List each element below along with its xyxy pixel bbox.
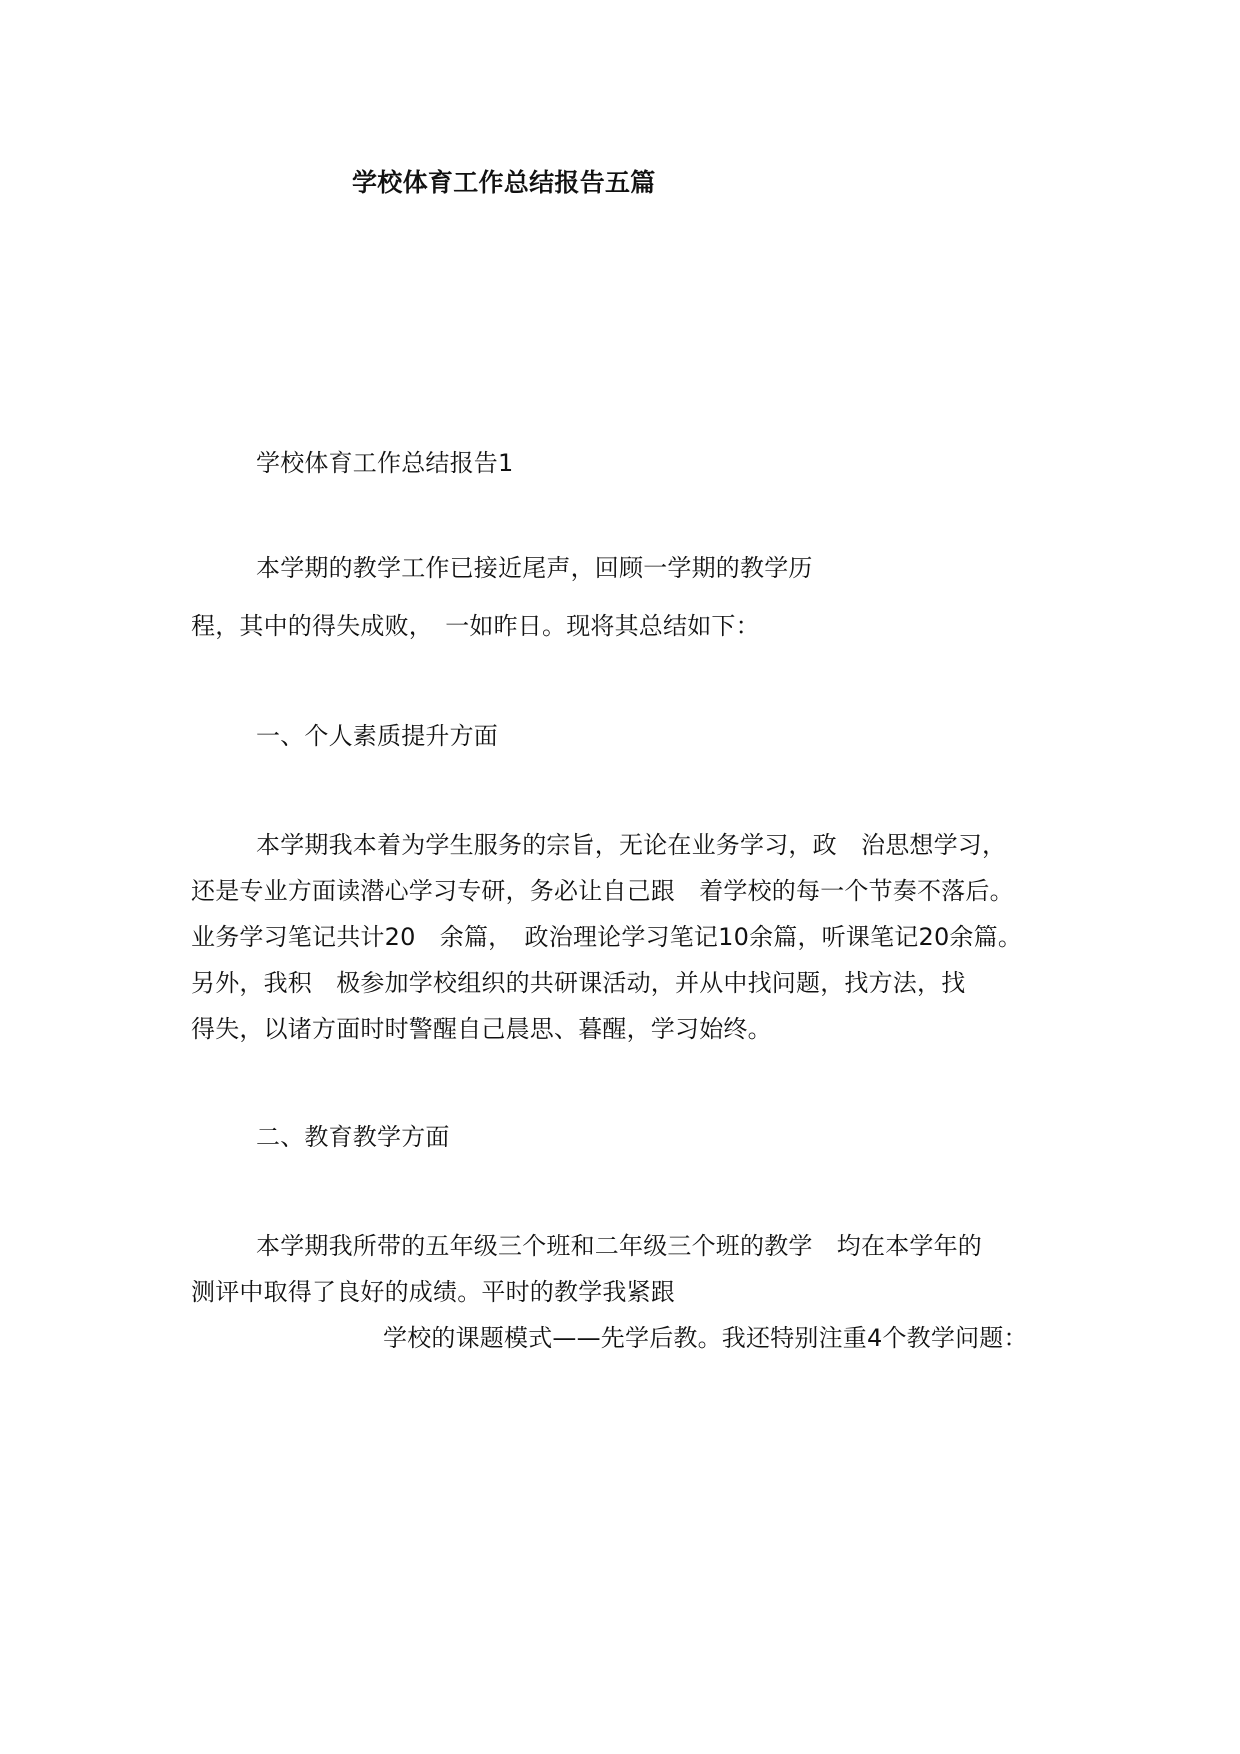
report-heading: 学校体育工作总结报告1 [256,449,514,477]
section2-line-3: 学校的课题模式——先学后教。我还特别注重4个教学问题： [383,1324,1028,1352]
section1-line-4: 另外，我积 极参加学校组织的共研课活动，并从中找问题，找方法，找 [191,969,966,997]
intro-line-1: 本学期的教学工作已接近尾声，回顾一学期的教学历 [256,554,813,582]
section2-line-1: 本学期我所带的五年级三个班和二年级三个班的教学 均在本学年的 [256,1232,982,1260]
section1-line-5: 得失，以诸方面时时警醒自己晨思、暮醒，学习始终。 [191,1015,772,1043]
section1-line-3: 业务学习笔记共计20 余篇， 政治理论学习笔记10余篇，听课笔记20余篇。 [191,923,1023,951]
document-title: 学校体育工作总结报告五篇 [352,168,656,197]
section1-heading: 一、个人素质提升方面 [256,722,498,750]
section2-heading: 二、教育教学方面 [256,1123,450,1151]
section1-line-1: 本学期我本着为学生服务的宗旨，无论在业务学习，政 治思想学习， [256,831,1007,859]
section1-line-2: 还是专业方面读潜心学习专研，务必让自己跟 着学校的每一个节奏不落后。 [191,877,1014,905]
intro-line-2: 程，其中的得失成败， 一如昨日。现将其总结如下： [191,612,760,640]
section2-line-2: 测评中取得了良好的成绩。平时的教学我紧跟 [191,1278,675,1306]
